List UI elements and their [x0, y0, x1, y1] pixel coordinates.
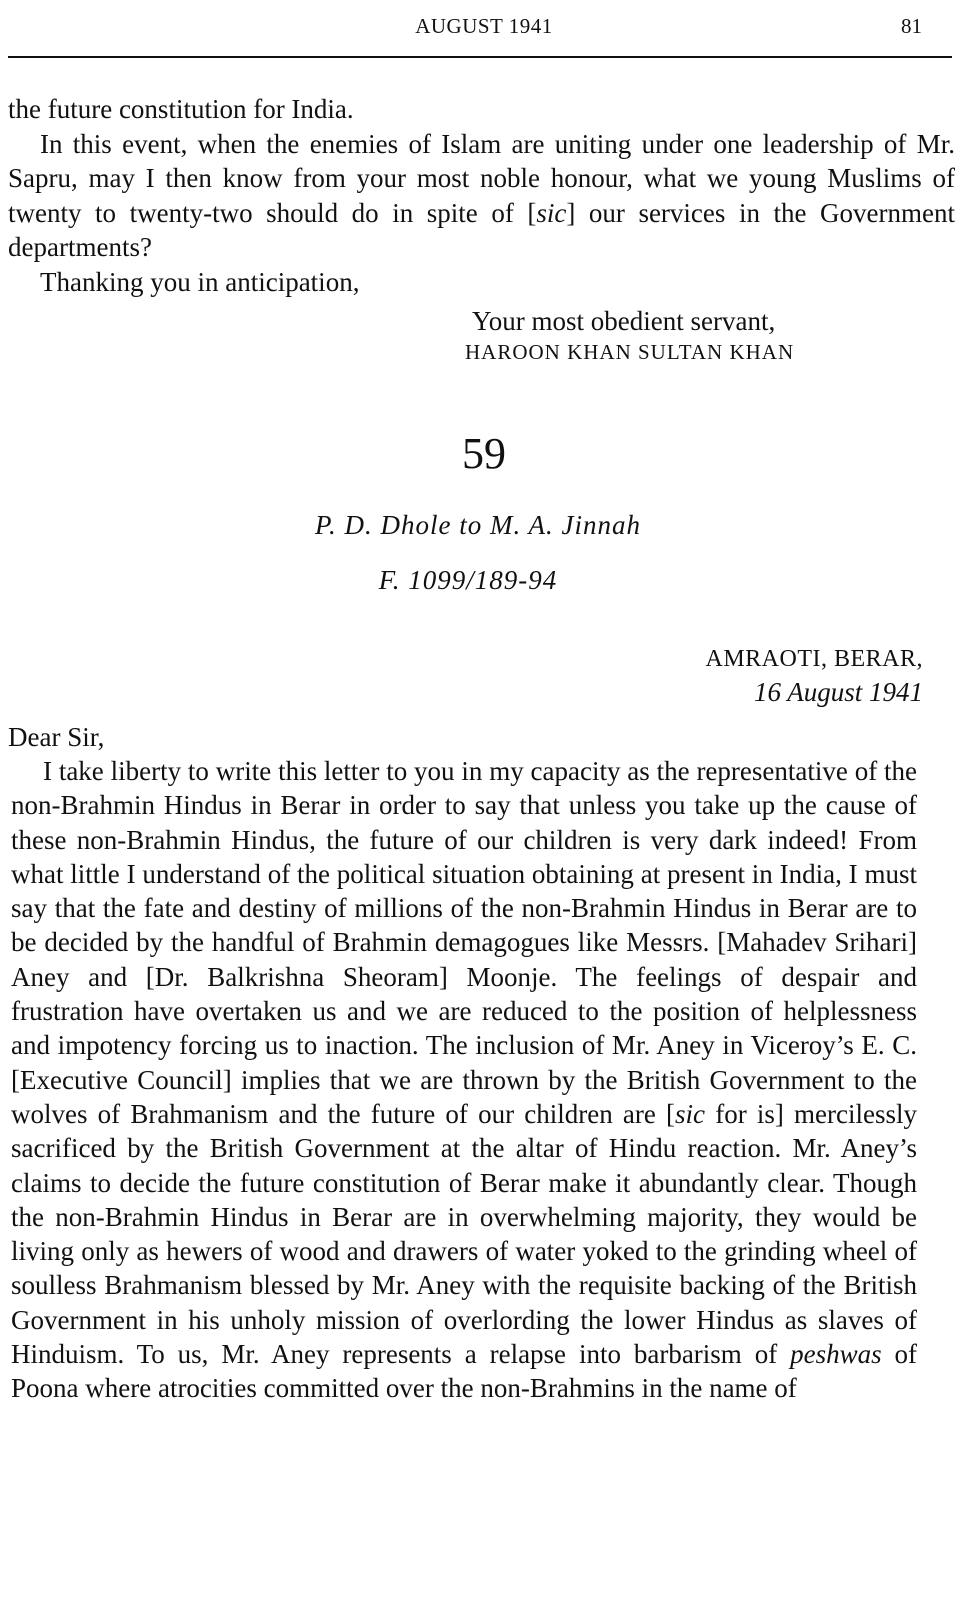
closing-line: Your most obedient servant, — [472, 306, 776, 336]
thanks-line: Thanking you in anticipation, — [40, 266, 360, 297]
paragraph-text: ] our services in the Government departments? — [8, 197, 956, 262]
paragraph-text: In this event, when the enemies of Islam are uniting under one leadership of Mr. Sapru, may I then know from your most noble honour, what we young Muslims of twenty to twenty-two should do in spite of [ — [8, 128, 955, 228]
continuation-line: the future constitution for India. — [8, 94, 354, 124]
sic-note: sic — [536, 197, 567, 228]
signature: HAROON KHAN SULTAN KHAN — [465, 340, 795, 364]
header-rule — [8, 56, 952, 58]
letter-body — [11, 754, 917, 1406]
running-header — [0, 14, 968, 46]
body-paragraph — [11, 754, 917, 1406]
document-number: 59 — [462, 429, 506, 478]
previous-letter-body — [8, 92, 955, 299]
letter-date: 16 August 1941 — [753, 677, 923, 707]
letter-place: AMRAOTI, BERAR, — [705, 646, 923, 672]
file-reference: F. 1099/189-94 — [378, 565, 558, 595]
body-text: for is] mercilessly sacrificed by the British Government at the altar of Hindu reaction. Mr. Aney’s claims to decide the future constitution of Berar make it abundantly clear. Though the non-Brahmin Hindus in Berar are in overwhelming majority, they would be living only as hewers of wood and drawers of water yoked to the grinding wheel of soulless Brahmanism blessed by Mr. Aney with the requisite backing of the British Government in his unholy mission of overlording the lower Hindus as slaves of Hinduism. To us, Mr. Aney represents a relapse into barbarism of — [11, 1098, 917, 1370]
body-text: I take liberty to write this letter to you in my capacity as the representative of the non-Brahmin Hindus in Berar in order to say that unless you take up the cause of these non-Brahmin Hindus, the future of our children is very dark indeed! From what little I understand of the political situation obtaining at present in India, I must say that the fate and destiny of millions of the non-Brahmin Hindus in Berar are to be decided by the handful of Brahmin demagogues like Messrs. [Mahadev Srihari] Aney and [Dr. Balkrishna Sheoram] Moonje. The feelings of despair and frustration have overtaken us and we are reduced to the position of helplessness and impotency forcing us to inaction. The inclusion of Mr. Aney in Viceroy’s E. C. [Executive Council] implies that we are thrown by the British Government to the wolves of Brahmanism and the future of our children are [ — [11, 756, 917, 1129]
page-number: 81 — [901, 14, 922, 38]
body-text: of Poona where atrocities committed over the non-Brahmins in the name of — [11, 1339, 917, 1404]
sic-note: sic — [675, 1098, 706, 1129]
salutation: Dear Sir, — [8, 722, 105, 752]
paragraph — [8, 127, 955, 265]
italic-term: peshwas — [790, 1339, 882, 1370]
document-heading: P. D. Dhole to M. A. Jinnah — [315, 510, 641, 540]
running-title: AUGUST 1941 — [415, 14, 553, 38]
